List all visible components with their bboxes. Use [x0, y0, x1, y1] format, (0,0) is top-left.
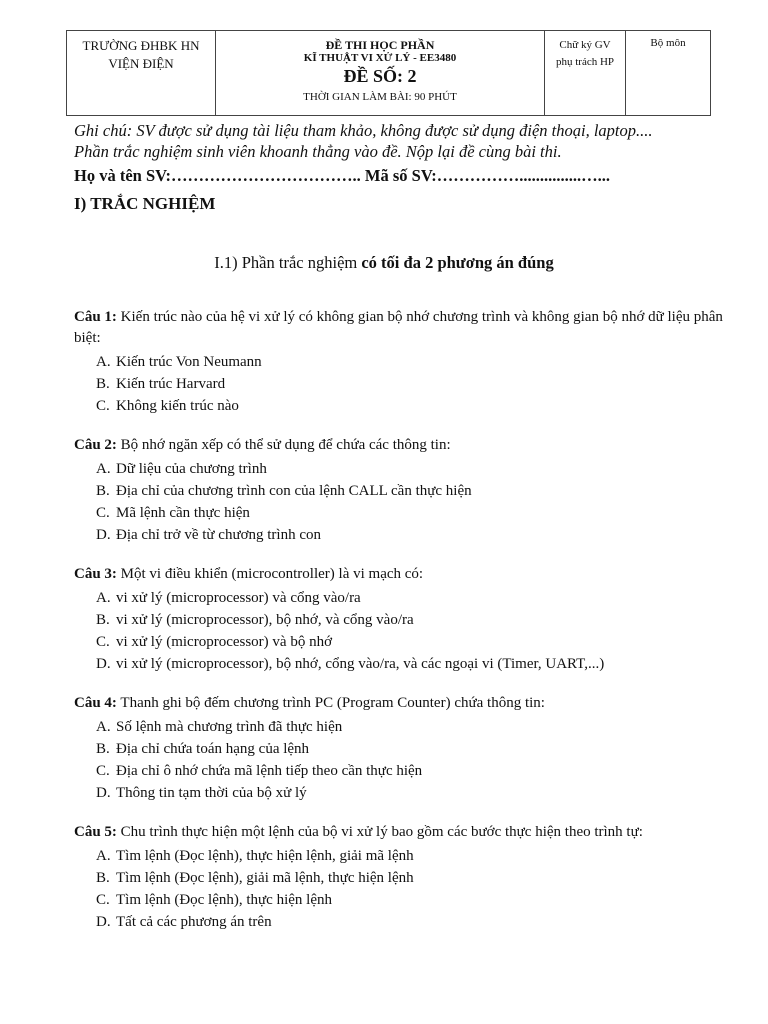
question-text: Một vi điều khiển (microcontroller) là vi mạch có: [116, 566, 424, 582]
question-2 [74, 435, 750, 546]
option-text: vi xử lý (microprocessor) và bộ nhớ [116, 634, 333, 650]
answer-option[interactable] [74, 782, 750, 804]
question-label: Câu 1: [74, 309, 117, 325]
option-letter: D. [96, 785, 111, 801]
answer-option[interactable] [74, 587, 750, 609]
option-text: Địa chỉ trở về từ chương trình con [116, 527, 321, 543]
answer-option[interactable] [74, 716, 750, 738]
option-letter: D. [96, 914, 111, 930]
answer-option[interactable] [74, 653, 750, 675]
answer-options [74, 587, 750, 675]
option-text: Tất cả các phương án trên [116, 914, 272, 930]
subsection-title [0, 253, 768, 273]
question-4 [74, 693, 750, 804]
option-text: Tìm lệnh (Đọc lệnh), thực hiện lệnh, giải mã lệnh [116, 848, 414, 864]
answer-option[interactable] [74, 373, 750, 395]
answer-option[interactable] [74, 609, 750, 631]
question-stem [74, 564, 750, 585]
note-line-1: Ghi chú: SV được sử dụng tài liệu tham khảo, không được sử dụng điện thoại, laptop.... [74, 121, 653, 140]
answer-option[interactable] [74, 502, 750, 524]
option-letter: C. [96, 892, 110, 908]
section-title: I) TRẮC NGHIỆM [74, 194, 216, 213]
answer-option[interactable] [74, 889, 750, 911]
option-text: Không kiến trúc nào [116, 398, 239, 414]
answer-options [74, 351, 750, 417]
answer-option[interactable] [74, 845, 750, 867]
option-letter: B. [96, 741, 110, 757]
question-1 [74, 307, 750, 417]
option-text: Tìm lệnh (Đọc lệnh), thực hiện lệnh [116, 892, 332, 908]
course-name: KĨ THUẬT VI XỬ LÝ - EE3480 [303, 52, 457, 64]
question-label: Câu 2: [74, 437, 117, 453]
answer-options [74, 845, 750, 933]
student-info-line: Họ và tên SV:…………………………….. Mã số SV:……………...............…... [74, 166, 610, 185]
option-text: vi xử lý (microprocessor), bộ nhớ, cổng vào/ra, và các ngoại vi (Timer, UART,...) [116, 656, 605, 672]
department-cell [626, 31, 711, 116]
option-letter: C. [96, 398, 110, 414]
question-stem [74, 435, 750, 456]
department-label: Bộ môn [650, 37, 686, 49]
option-letter: A. [96, 354, 111, 370]
option-letter: A. [96, 719, 111, 735]
exam-note [74, 120, 754, 162]
option-letter: B. [96, 612, 110, 628]
option-letter: D. [96, 656, 111, 672]
school-name: TRƯỜNG ĐHBK HN [82, 38, 200, 53]
subsection-prefix: I.1) Phần trắc nghiệm [214, 253, 362, 272]
note-line-2: Phần trắc nghiệm sinh viên khoanh thẳng vào đề. Nộp lại đề cùng bài thi. [74, 142, 562, 161]
option-letter: B. [96, 870, 110, 886]
option-letter: C. [96, 505, 110, 521]
exam-number: ĐỀ SỐ: 2 [343, 66, 417, 86]
question-stem [74, 307, 750, 349]
answer-option[interactable] [74, 867, 750, 889]
option-text: vi xử lý (microprocessor) và cổng vào/ra [116, 590, 361, 606]
institute-name: VIỆN ĐIỆN [108, 56, 174, 71]
option-text: Kiến trúc Von Neumann [116, 354, 262, 370]
exam-header-table [66, 30, 711, 116]
option-text: Địa chỉ ô nhớ chứa mã lệnh tiếp theo cần thực hiện [116, 763, 423, 779]
answer-option[interactable] [74, 738, 750, 760]
question-list [74, 307, 750, 951]
option-letter: A. [96, 461, 111, 477]
answer-option[interactable] [74, 911, 750, 933]
question-text: Thanh ghi bộ đếm chương trình PC (Program Counter) chứa thông tin: [116, 695, 545, 711]
subsection-emphasis: có tối đa 2 phương án đúng [361, 253, 554, 272]
signature-label-2: phụ trách HP [555, 56, 615, 68]
option-text: Tìm lệnh (Đọc lệnh), giải mã lệnh, thực hiện lệnh [116, 870, 414, 886]
exam-time: THỜI GIAN LÀM BÀI: 90 PHÚT [303, 91, 457, 103]
answer-options [74, 458, 750, 546]
option-text: Địa chỉ chứa toán hạng của lệnh [116, 741, 310, 757]
question-text: Kiến trúc nào của hệ vi xử lý có không gian bộ nhớ chương trình và không gian bộ nhớ dữ liệu phân biệt: [74, 309, 723, 346]
question-3 [74, 564, 750, 675]
answer-option[interactable] [74, 480, 750, 502]
question-5 [74, 822, 750, 933]
question-label: Câu 4: [74, 695, 117, 711]
option-letter: D. [96, 527, 111, 543]
option-letter: B. [96, 376, 110, 392]
answer-option[interactable] [74, 351, 750, 373]
answer-option[interactable] [74, 631, 750, 653]
answer-option[interactable] [74, 458, 750, 480]
option-letter: C. [96, 634, 110, 650]
option-letter: B. [96, 483, 110, 499]
question-label: Câu 3: [74, 566, 117, 582]
answer-option[interactable] [74, 395, 750, 417]
school-cell [67, 31, 216, 116]
signature-cell [545, 31, 626, 116]
answer-option[interactable] [74, 760, 750, 782]
answer-options [74, 716, 750, 804]
option-text: Địa chỉ của chương trình con của lệnh CALL cần thực hiện [116, 483, 472, 499]
option-text: Mã lệnh cần thực hiện [116, 505, 250, 521]
option-text: Thông tin tạm thời của bộ xử lý [116, 785, 307, 801]
option-text: Dữ liệu của chương trình [116, 461, 267, 477]
option-text: Số lệnh mà chương trình đã thực hiện [116, 719, 343, 735]
question-stem [74, 822, 750, 843]
exam-info-cell [216, 31, 545, 116]
option-text: Kiến trúc Harvard [116, 376, 226, 392]
question-label: Câu 5: [74, 824, 117, 840]
question-text: Bộ nhớ ngăn xếp có thể sử dụng để chứa các thông tin: [116, 437, 451, 453]
option-text: vi xử lý (microprocessor), bộ nhớ, và cổng vào/ra [116, 612, 414, 628]
option-letter: A. [96, 590, 111, 606]
option-letter: C. [96, 763, 110, 779]
question-text: Chu trình thực hiện một lệnh của bộ vi xử lý bao gồm các bước thực hiện theo trình tự: [116, 824, 643, 840]
question-stem [74, 693, 750, 714]
exam-title: ĐỀ THI HỌC PHẦN [325, 38, 435, 52]
signature-label-1: Chữ ký GV [559, 39, 611, 51]
option-letter: A. [96, 848, 111, 864]
answer-option[interactable] [74, 524, 750, 546]
